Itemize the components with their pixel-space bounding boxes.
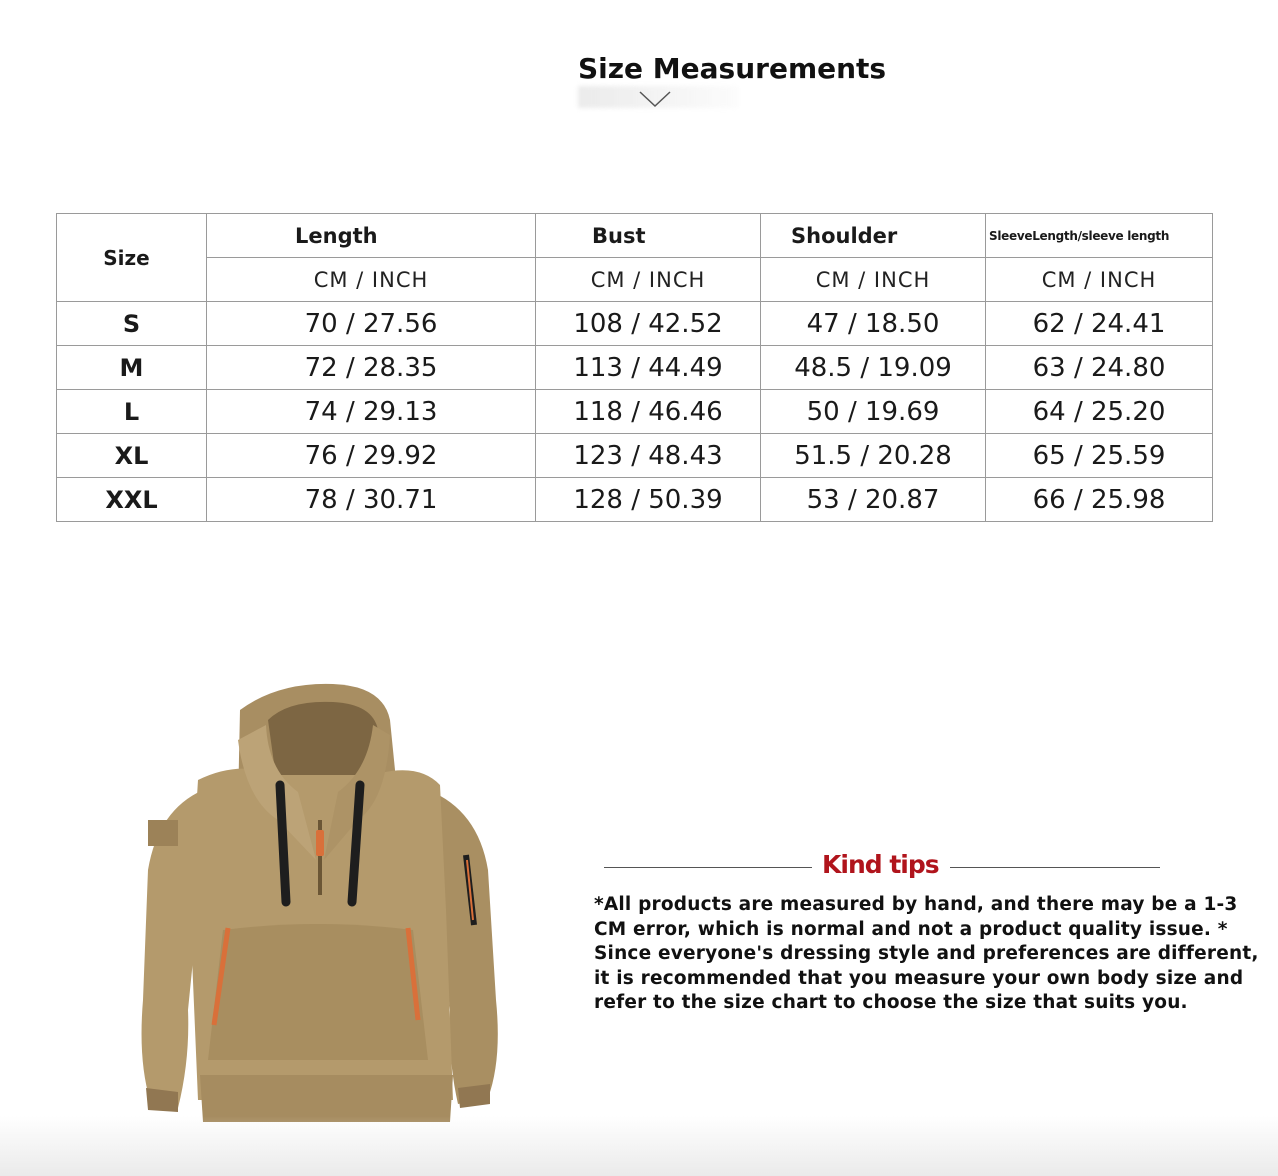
size-table xyxy=(56,213,1213,522)
shoulder-value: 50 / 19.69 xyxy=(761,390,986,434)
shoulder-column-header: Shoulder xyxy=(761,214,986,258)
sleeve-value: 63 / 24.80 xyxy=(986,346,1213,390)
tip-line: Since everyone's dressing style and preferences are different, xyxy=(594,943,1259,964)
length-value: 74 / 29.13 xyxy=(207,390,536,434)
shoulder-value: 53 / 20.87 xyxy=(761,478,986,522)
tip-line: CM error, which is normal and not a product quality issue. * xyxy=(594,918,1228,940)
hoodie-product-image xyxy=(128,680,518,1130)
page-title: Size Measurements xyxy=(578,52,887,85)
chevron-down-icon xyxy=(638,88,672,110)
bust-value: 108 / 42.52 xyxy=(536,302,761,346)
kind-tips-text xyxy=(594,893,1259,1016)
length-value: 70 / 27.56 xyxy=(207,302,536,346)
bust-column-header: Bust xyxy=(536,214,761,258)
table-row xyxy=(57,346,1213,390)
shoulder-value: 51.5 / 20.28 xyxy=(761,434,986,478)
bust-value: 128 / 50.39 xyxy=(536,478,761,522)
unit-label: CM / INCH xyxy=(536,258,761,302)
table-header-row xyxy=(57,214,1213,258)
tip-line: *All products are measured by hand, and there may be a 1-3 xyxy=(594,894,1238,915)
table-unit-row xyxy=(57,258,1213,302)
table-row xyxy=(57,302,1213,346)
tip-line: it is recommended that you measure your own body size and xyxy=(594,967,1244,989)
shoulder-value: 48.5 / 19.09 xyxy=(761,346,986,390)
bottom-fade xyxy=(0,1116,1278,1176)
divider xyxy=(950,867,1160,868)
table-row xyxy=(57,478,1213,522)
table-row xyxy=(57,390,1213,434)
length-value: 78 / 30.71 xyxy=(207,478,536,522)
size-label: L xyxy=(57,390,207,434)
table-row xyxy=(57,434,1213,478)
sleeve-value: 66 / 25.98 xyxy=(986,478,1213,522)
sleeve-value: 62 / 24.41 xyxy=(986,302,1213,346)
sleeve-value: 64 / 25.20 xyxy=(986,390,1213,434)
unit-label: CM / INCH xyxy=(986,258,1213,302)
bust-value: 113 / 44.49 xyxy=(536,346,761,390)
size-label: S xyxy=(57,302,207,346)
length-value: 76 / 29.92 xyxy=(207,434,536,478)
kind-tips-header xyxy=(600,850,1165,886)
size-label: XXL xyxy=(57,478,207,522)
length-column-header: Length xyxy=(207,214,536,258)
title-area xyxy=(578,52,887,112)
kind-tips-title: Kind tips xyxy=(822,850,939,879)
unit-label: CM / INCH xyxy=(207,258,536,302)
length-value: 72 / 28.35 xyxy=(207,346,536,390)
size-label: XL xyxy=(57,434,207,478)
bust-value: 118 / 46.46 xyxy=(536,390,761,434)
tip-line: refer to the size chart to choose the size that suits you. xyxy=(594,992,1188,1013)
sleeve-value: 65 / 25.59 xyxy=(986,434,1213,478)
shoulder-value: 47 / 18.50 xyxy=(761,302,986,346)
size-label: M xyxy=(57,346,207,390)
size-column-header: Size xyxy=(57,214,207,302)
unit-label: CM / INCH xyxy=(761,258,986,302)
bust-value: 123 / 48.43 xyxy=(536,434,761,478)
sleeve-column-header: SleeveLength/sleeve length xyxy=(986,214,1213,258)
divider xyxy=(604,867,812,868)
